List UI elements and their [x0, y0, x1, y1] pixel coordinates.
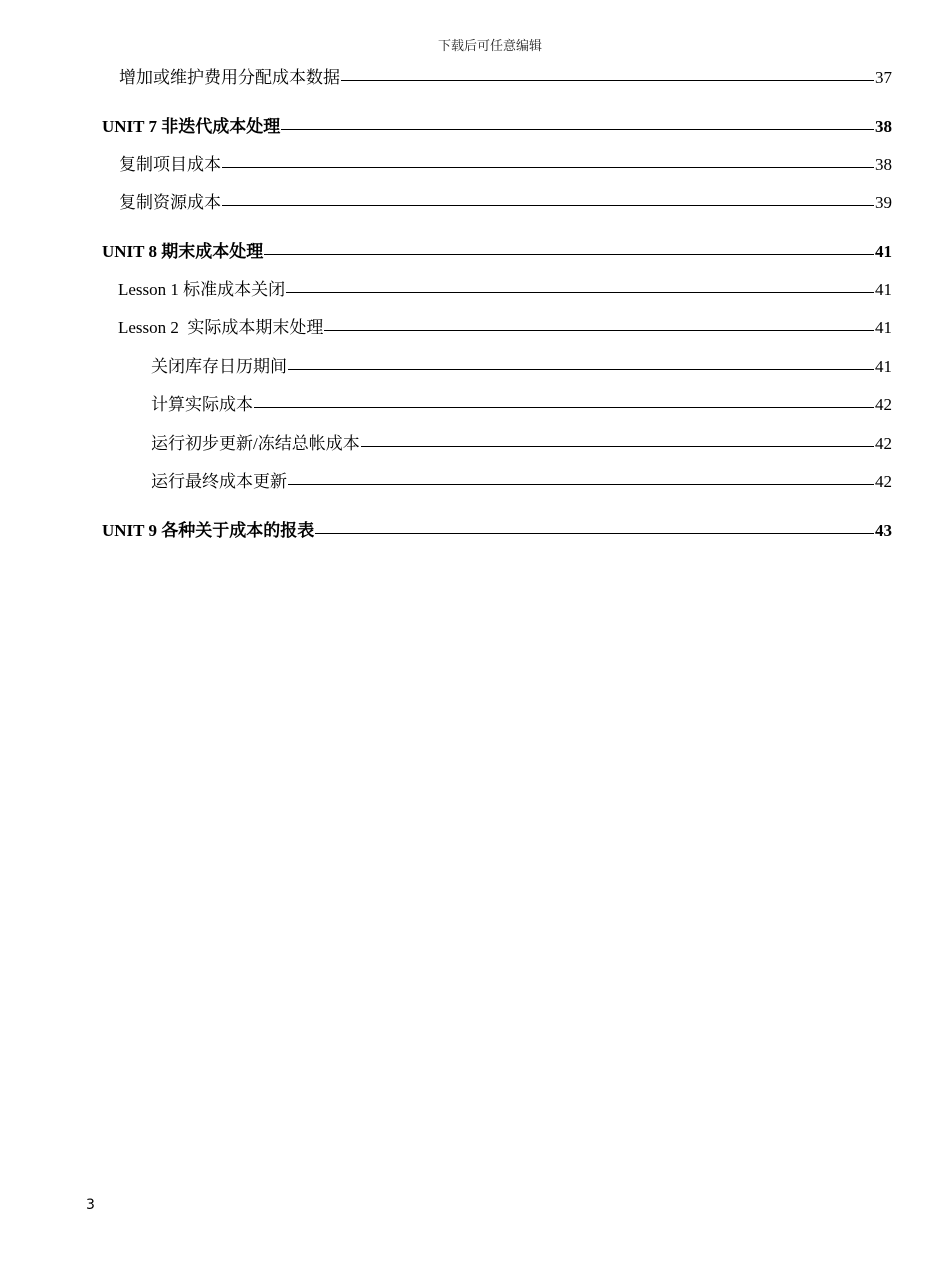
toc-leader-line [222, 167, 874, 168]
toc-leader-line [315, 533, 874, 534]
toc-entry-label: 运行最终成本更新 [151, 472, 287, 491]
toc-leader-line [361, 446, 874, 447]
toc-entry-page: 43 [875, 521, 892, 540]
toc-entry-unit[interactable] [102, 242, 892, 262]
toc-entry-page: 38 [875, 155, 892, 174]
toc-entry[interactable] [151, 472, 892, 492]
toc-entry-label: 复制项目成本 [119, 155, 221, 174]
toc-entry-page: 39 [875, 193, 892, 212]
toc-entry-label: 运行初步更新/冻结总帐成本 [151, 434, 360, 453]
toc-entry-label: 计算实际成本 [151, 395, 253, 414]
toc-entry-label: UNIT 7 非迭代成本处理 [102, 117, 281, 136]
toc-entry-label: UNIT 9 各种关于成本的报表 [102, 521, 315, 540]
toc-entry[interactable] [118, 318, 892, 338]
toc-entry-unit[interactable] [102, 521, 892, 541]
toc-leader-line [288, 484, 874, 485]
toc-leader-line [324, 330, 874, 331]
toc-leader-line [281, 129, 874, 130]
toc-entry-page: 38 [875, 117, 892, 136]
toc-leader-line [264, 254, 874, 255]
toc-entry-label: UNIT 8 期末成本处理 [102, 242, 264, 261]
toc-entry[interactable] [151, 434, 892, 454]
toc-entry-label: 增加或维护费用分配成本数据 [119, 68, 340, 87]
toc-entry[interactable] [151, 357, 892, 377]
toc-entry-page: 41 [875, 357, 892, 376]
toc-entry-label: 复制资源成本 [119, 193, 221, 212]
toc-leader-line [341, 80, 874, 81]
toc-entry-page: 41 [875, 280, 892, 299]
toc-entry[interactable] [119, 155, 892, 175]
toc-leader-line [286, 292, 874, 293]
toc-leader-line [288, 369, 874, 370]
toc-entry[interactable] [119, 193, 892, 213]
toc-entry-page: 42 [875, 395, 892, 414]
toc-entry-unit[interactable] [102, 117, 892, 137]
page-header: 下载后可任意编辑 [437, 38, 542, 53]
toc-leader-line [222, 205, 874, 206]
page-number: 3 [86, 1197, 95, 1213]
toc-entry-page: 42 [875, 472, 892, 491]
toc-entry-page: 41 [875, 242, 892, 261]
toc-entry[interactable] [151, 395, 892, 415]
toc-entry-page: 37 [875, 68, 892, 87]
toc-entry-label: Lesson 2 实际成本期末处理 [118, 318, 324, 337]
toc-entry-label: Lesson 1 标准成本关闭 [118, 280, 286, 299]
toc-entry-page: 42 [875, 434, 892, 453]
toc-entry[interactable] [118, 280, 892, 300]
toc-leader-line [254, 407, 874, 408]
toc-entry[interactable] [119, 68, 892, 88]
toc-entry-label: 关闭库存日历期间 [151, 357, 287, 376]
toc-entry-page: 41 [875, 318, 892, 337]
